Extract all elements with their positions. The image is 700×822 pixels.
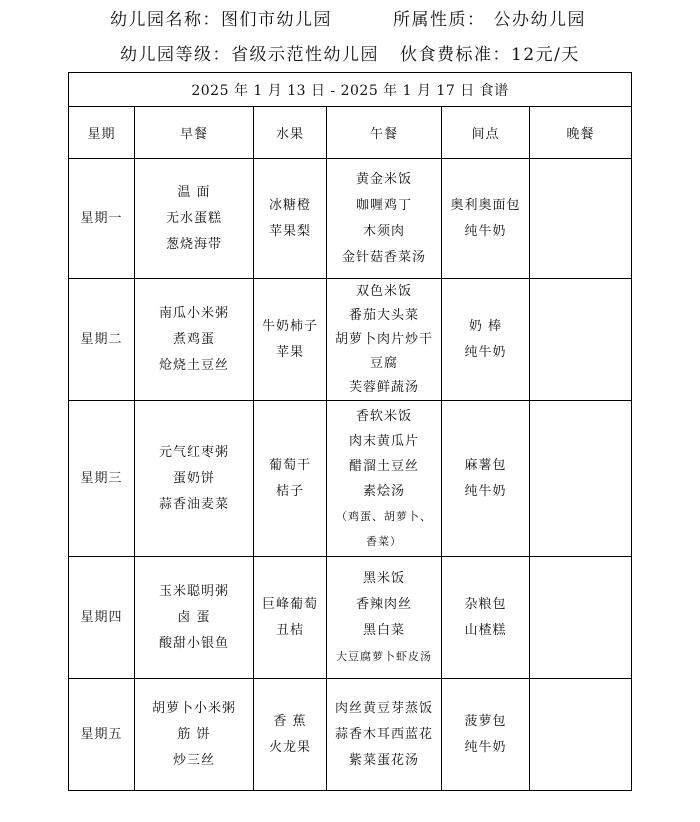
column-header-row (69, 107, 632, 159)
day-row-tuesday (69, 279, 632, 401)
snack-cell (442, 159, 530, 279)
fruit-item: 桔子 (275, 483, 304, 499)
lunch-item: 大豆腐萝卜虾皮汤 (336, 649, 432, 663)
day-row-monday (69, 159, 632, 279)
menu-table (68, 72, 632, 791)
snack-item: 纯牛奶 (464, 223, 507, 239)
lunch-item: 紫菜蛋花汤 (348, 752, 419, 768)
snack-cell (442, 679, 530, 791)
lunch-item: 素烩汤 (362, 483, 405, 499)
breakfast-item: 筋 饼 (177, 726, 211, 742)
day-cell (69, 401, 135, 557)
kindergarten-name-label: 幼儿园名称： (110, 10, 221, 30)
dinner-cell (530, 279, 632, 401)
menu-title: 2025 年 1 月 13 日 - 2025 年 1 月 17 日 食谱 (69, 73, 632, 107)
kindergarten-name (110, 8, 332, 32)
day-cell (69, 679, 135, 791)
breakfast-item: 温 面 (177, 184, 211, 200)
lunch-item: 双色米饭 (355, 283, 412, 299)
lunch-item: 木须肉 (362, 223, 405, 239)
column-header-snack: 间点 (442, 107, 530, 159)
day-label: 星期四 (80, 609, 123, 625)
snack-item: 奥利奥面包 (450, 197, 521, 213)
lunch-item: 香软米饭 (355, 408, 412, 424)
lunch-item-note: （鸡蛋、胡萝卜、 (336, 509, 432, 523)
breakfast-item: 胡萝卜小米粥 (151, 700, 236, 716)
kindergarten-nature-value: 公办幼儿园 (493, 10, 586, 30)
lunch-cell (327, 159, 442, 279)
breakfast-item: 葱烧海带 (165, 236, 222, 252)
breakfast-item: 卤 蛋 (177, 609, 211, 625)
column-header-fruit: 水果 (254, 107, 327, 159)
snack-cell (442, 557, 530, 679)
fruit-cell (254, 557, 327, 679)
column-header-dinner: 晚餐 (530, 107, 632, 159)
snack-item: 奶 棒 (468, 318, 503, 334)
kindergarten-nature (393, 8, 586, 32)
meal-fee (400, 43, 580, 67)
kindergarten-level-value: 省级示范性幼儿园 (231, 45, 379, 65)
fruit-item: 丑桔 (275, 622, 304, 638)
breakfast-item: 南瓜小米粥 (158, 305, 229, 321)
snack-item: 纯牛奶 (464, 483, 507, 499)
lunch-item: 豆腐 (369, 355, 398, 371)
day-label: 星期三 (80, 470, 123, 486)
fruit-item: 香 蕉 (273, 713, 307, 729)
breakfast-cell (135, 557, 254, 679)
breakfast-item: 无水蛋糕 (165, 210, 222, 226)
breakfast-item: 炝烧土豆丝 (158, 357, 229, 373)
lunch-item: 胡萝卜肉片炒干 (334, 331, 433, 347)
lunch-item: 咖喱鸡丁 (355, 197, 412, 213)
lunch-item: 芙蓉鲜蔬汤 (348, 379, 419, 395)
snack-item: 纯牛奶 (464, 344, 507, 360)
lunch-item: 黄金米饭 (355, 171, 412, 187)
dinner-cell (530, 557, 632, 679)
lunch-cell (327, 679, 442, 791)
fruit-cell (254, 159, 327, 279)
fruit-item: 巨峰葡萄 (261, 596, 318, 612)
breakfast-cell (135, 279, 254, 401)
lunch-cell (327, 401, 442, 557)
fruit-cell (254, 279, 327, 401)
column-header-day: 星期 (69, 107, 135, 159)
lunch-item: 肉丝黄豆芽蒸饭 (334, 700, 433, 716)
lunch-item: 番茄大头菜 (348, 307, 419, 323)
snack-cell (442, 401, 530, 557)
breakfast-item: 炒三丝 (172, 752, 215, 768)
fruit-item: 冰糖橙 (268, 197, 311, 213)
lunch-item: 肉末黄瓜片 (348, 433, 419, 449)
day-label: 星期二 (80, 331, 123, 347)
snack-cell (442, 279, 530, 401)
lunch-item: 黑米饭 (362, 570, 405, 586)
meal-fee-value: 12元/天 (511, 45, 580, 65)
fruit-cell (254, 679, 327, 791)
kindergarten-name-value: 图们市幼儿园 (221, 10, 332, 30)
day-cell (69, 557, 135, 679)
breakfast-cell (135, 679, 254, 791)
column-header-breakfast: 早餐 (135, 107, 254, 159)
lunch-item: 醋溜土豆丝 (348, 458, 419, 474)
lunch-cell (327, 557, 442, 679)
snack-item: 菠萝包 (464, 713, 507, 729)
kindergarten-level (120, 43, 379, 67)
dinner-cell (530, 401, 632, 557)
fruit-item: 火龙果 (268, 739, 311, 755)
breakfast-cell (135, 159, 254, 279)
day-label: 星期一 (80, 210, 123, 226)
fruit-item: 葡萄干 (268, 457, 311, 473)
day-row-wednesday (69, 401, 632, 557)
lunch-item: 黑白菜 (362, 622, 405, 638)
snack-item: 麻薯包 (464, 457, 507, 473)
title-row (69, 73, 632, 107)
day-cell (69, 279, 135, 401)
lunch-cell (327, 279, 442, 401)
snack-item: 杂粮包 (464, 596, 507, 612)
day-cell (69, 159, 135, 279)
fruit-item: 苹果 (275, 344, 304, 360)
fruit-item: 牛奶柿子 (261, 318, 318, 334)
lunch-item: 蒜香木耳西蓝花 (334, 726, 433, 742)
lunch-item-note: 香菜） (366, 534, 402, 548)
day-row-thursday (69, 557, 632, 679)
fruit-cell (254, 401, 327, 557)
kindergarten-level-label: 幼儿园等级： (120, 45, 231, 65)
dinner-cell (530, 679, 632, 791)
breakfast-item: 蛋奶饼 (172, 470, 215, 486)
snack-item: 山楂糕 (464, 622, 507, 638)
kindergarten-nature-label: 所属性质： (393, 10, 486, 30)
breakfast-item: 元气红枣粥 (158, 444, 229, 460)
breakfast-item: 煮鸡蛋 (172, 331, 215, 347)
breakfast-cell (135, 401, 254, 557)
meal-fee-label: 伙食费标准： (400, 45, 511, 65)
breakfast-item: 蒜香油麦菜 (158, 496, 229, 512)
breakfast-item: 酸甜小银鱼 (158, 635, 229, 651)
fruit-item: 苹果梨 (268, 223, 311, 239)
lunch-item: 金针菇香菜汤 (341, 249, 426, 265)
day-row-friday (69, 679, 632, 791)
lunch-item: 香辣肉丝 (355, 596, 412, 612)
snack-item: 纯牛奶 (464, 739, 507, 755)
day-label: 星期五 (80, 726, 123, 742)
dinner-cell (530, 159, 632, 279)
breakfast-item: 玉米聪明粥 (158, 583, 229, 599)
column-header-lunch: 午餐 (327, 107, 442, 159)
